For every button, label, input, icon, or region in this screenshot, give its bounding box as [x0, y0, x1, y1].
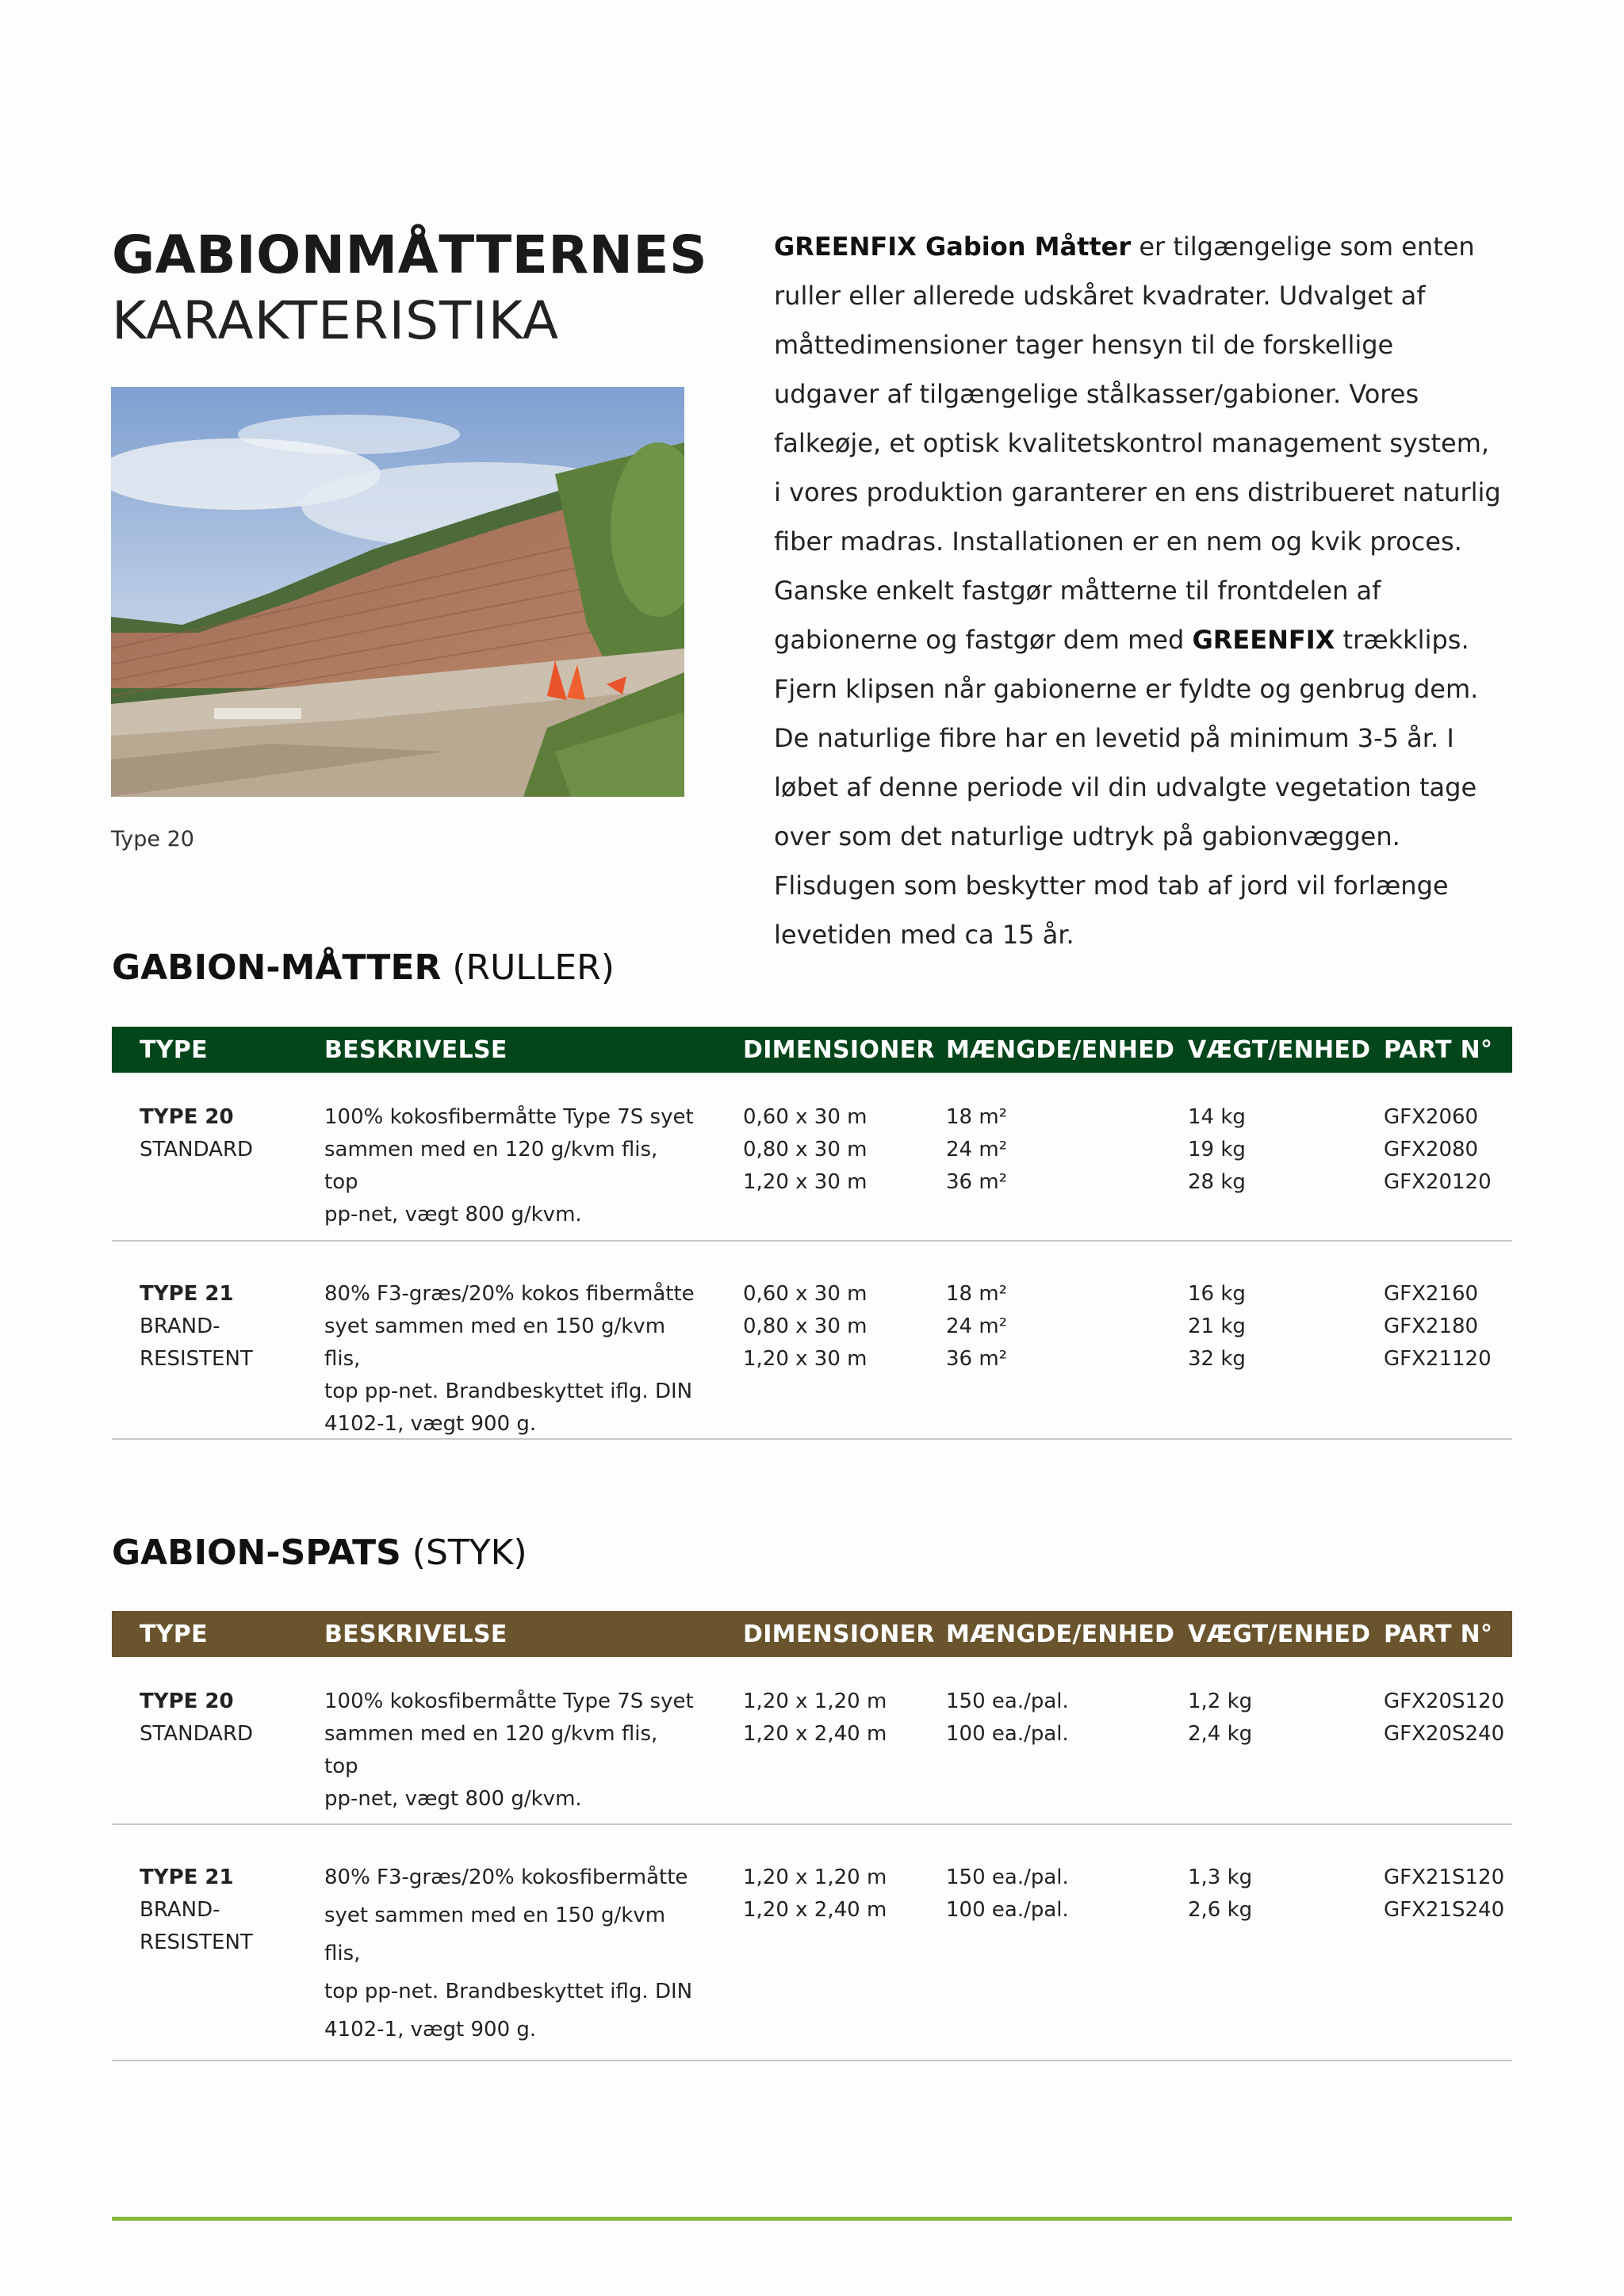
dimension-value: 1,20 x 1,20 m — [743, 1866, 887, 1889]
dimension-value: 1,20 x 1,20 m — [743, 1689, 887, 1713]
header-quantity: MÆNGDE/ENHED — [946, 1035, 1175, 1064]
rolls-table — [112, 1027, 1512, 1440]
part-number: GFX20120 — [1384, 1170, 1492, 1194]
photo-illustration — [111, 387, 684, 797]
desc-line: sammen med en 120 g/kvm flis, top — [324, 1722, 658, 1778]
desc-line: 100% kokosfibermåtte Type 7S syet — [324, 1105, 694, 1129]
dimensions-cell — [743, 1101, 867, 1199]
type-cell — [140, 1101, 253, 1166]
title-bold: GABIONMÅTTERNES — [112, 224, 708, 285]
rolls-table-header — [112, 1027, 1512, 1073]
intro-paragraph — [774, 222, 1503, 959]
desc-line: 80% F3-græs/20% kokosfibermåtte — [324, 1866, 688, 1889]
header-dimensions: DIMENSIONER — [743, 1620, 935, 1648]
quantity-cell — [946, 1278, 1007, 1376]
description-cell — [324, 1858, 697, 2049]
weight-value: 32 kg — [1188, 1347, 1246, 1371]
part-number-cell — [1384, 1278, 1492, 1376]
subtype-label: RESISTENT — [140, 1931, 253, 1954]
description-cell — [324, 1101, 697, 1231]
desc-line: 4102-1, vægt 900 g. — [324, 1412, 537, 1436]
part-number-cell — [1384, 1862, 1504, 1927]
part-number: GFX2180 — [1384, 1314, 1479, 1338]
part-number-cell — [1384, 1686, 1504, 1751]
dimension-value: 1,20 x 30 m — [743, 1170, 868, 1194]
weight-value: 16 kg — [1188, 1282, 1246, 1306]
table-row — [112, 1825, 1512, 2061]
weight-cell — [1188, 1686, 1252, 1751]
weight-cell — [1188, 1278, 1246, 1376]
type-cell — [140, 1278, 253, 1376]
type-label: TYPE 20 — [140, 1105, 234, 1129]
table-row — [112, 1242, 1512, 1440]
quantity-value: 18 m² — [946, 1282, 1008, 1306]
header-weight: VÆGT/ENHED — [1188, 1620, 1371, 1648]
desc-line: top pp-net. Brandbeskyttet iflg. DIN — [324, 1380, 693, 1403]
intro-lead: GREENFIX Gabion Måtter — [774, 232, 1132, 262]
type-label: TYPE 21 — [140, 1282, 234, 1306]
table-row — [112, 1073, 1512, 1242]
dimension-value: 0,80 x 30 m — [743, 1314, 868, 1338]
desc-line: pp-net, vægt 800 g/kvm. — [324, 1787, 582, 1811]
type-cell — [140, 1862, 253, 1959]
quantity-value: 36 m² — [946, 1170, 1008, 1194]
page-title — [112, 224, 707, 352]
header-description: BESKRIVELSE — [324, 1035, 508, 1064]
part-number: GFX21S120 — [1384, 1866, 1505, 1889]
quantity-cell — [946, 1862, 1069, 1927]
weight-value: 28 kg — [1188, 1170, 1246, 1194]
spats-table — [112, 1611, 1512, 2061]
header-description: BESKRIVELSE — [324, 1620, 508, 1648]
weight-value: 2,4 kg — [1188, 1722, 1253, 1746]
weight-value: 19 kg — [1188, 1138, 1246, 1161]
rolls-title-bold: GABION-MÅTTER — [112, 947, 442, 988]
part-number-cell — [1384, 1101, 1492, 1199]
desc-line: 80% F3-græs/20% kokos fibermåtte — [324, 1282, 695, 1306]
dimension-value: 0,60 x 30 m — [743, 1105, 868, 1129]
desc-line: syet sammen med en 150 g/kvm flis, — [324, 1904, 666, 1965]
quantity-value: 18 m² — [946, 1105, 1008, 1129]
part-number: GFX20S120 — [1384, 1689, 1505, 1713]
quantity-value: 100 ea./pal. — [946, 1898, 1069, 1922]
type-label: TYPE 21 — [140, 1866, 234, 1889]
spats-table-header — [112, 1611, 1512, 1657]
intro-text-2: trækklips. Fjern klipsen når gabionerne er fyldte og genbrug dem. De naturlige fibre har en levetid på minimum 3-5 år. I løbet af denne periode vil din udvalgte vegetation tage over som det naturlige udtryk på gabionvæggen. Flisdugen som beskytter mod tab af jord vil forlænge levetiden med ca 15 år. — [774, 625, 1479, 950]
quantity-value: 36 m² — [946, 1347, 1008, 1371]
header-quantity: MÆNGDE/ENHED — [946, 1620, 1175, 1648]
part-number: GFX2060 — [1384, 1105, 1479, 1129]
header-part-no: PART N° — [1384, 1035, 1493, 1064]
weight-value: 2,6 kg — [1188, 1898, 1253, 1922]
weight-cell — [1188, 1862, 1252, 1927]
desc-line: top pp-net. Brandbeskyttet iflg. DIN — [324, 1980, 693, 2003]
rolls-title-light: (RULLER) — [441, 947, 615, 988]
part-number: GFX2160 — [1384, 1282, 1479, 1306]
weight-value: 1,3 kg — [1188, 1866, 1253, 1889]
weight-cell — [1188, 1101, 1246, 1199]
quantity-value: 150 ea./pal. — [946, 1689, 1069, 1713]
dimensions-cell — [743, 1278, 867, 1376]
part-number: GFX2080 — [1384, 1138, 1479, 1161]
spats-title-bold: GABION-SPATS — [112, 1533, 401, 1573]
header-part-no: PART N° — [1384, 1620, 1493, 1648]
subtype-label: BRAND- — [140, 1898, 220, 1922]
rolls-section-title — [112, 947, 615, 988]
type-label: TYPE 20 — [140, 1689, 234, 1713]
subtype-label: STANDARD — [140, 1138, 254, 1161]
dimensions-cell — [743, 1686, 887, 1751]
weight-value: 21 kg — [1188, 1314, 1246, 1338]
header-dimensions: DIMENSIONER — [743, 1035, 935, 1064]
quantity-value: 150 ea./pal. — [946, 1866, 1069, 1889]
desc-line: pp-net, vægt 800 g/kvm. — [324, 1203, 582, 1226]
weight-value: 14 kg — [1188, 1105, 1246, 1129]
dimension-value: 1,20 x 2,40 m — [743, 1898, 887, 1922]
weight-value: 1,2 kg — [1188, 1689, 1253, 1713]
footer-divider — [112, 2217, 1512, 2221]
spats-title-light: (STYK) — [400, 1533, 527, 1573]
intro-brand: GREENFIX — [1192, 625, 1335, 655]
part-number: GFX20S240 — [1384, 1722, 1505, 1746]
type-cell — [140, 1686, 253, 1751]
part-number: GFX21S240 — [1384, 1898, 1505, 1922]
dimensions-cell — [743, 1862, 887, 1927]
header-weight: VÆGT/ENHED — [1188, 1035, 1371, 1064]
part-number: GFX21120 — [1384, 1347, 1492, 1371]
quantity-value: 100 ea./pal. — [946, 1722, 1069, 1746]
description-cell — [324, 1278, 697, 1441]
subtype-label: RESISTENT — [140, 1347, 253, 1371]
title-light: KARAKTERISTIKA — [112, 290, 560, 352]
subtype-label: BRAND- — [140, 1314, 220, 1338]
description-cell — [324, 1686, 697, 1816]
intro-text-1: er tilgængelige som enten ruller eller allerede udskåret kvadrater. Udvalget af måttedimensioner tager hensyn til de forskellige udgaver af tilgængelige stålkasser/gabioner. Vores falkeøje, et optisk kvalitetskontrol management system, i vores produktion garanterer en ens distribueret naturlig fiber madras. Installationen er en nem og kvik proces. Ganske enkelt fastgør måtterne til frontdelen af gabionerne og fastgør dem med — [774, 232, 1501, 655]
table-row — [112, 1657, 1512, 1825]
dimension-value: 1,20 x 30 m — [743, 1347, 868, 1371]
dimension-value: 0,80 x 30 m — [743, 1138, 868, 1161]
photo-caption: Type 20 — [111, 827, 194, 851]
header-type: TYPE — [140, 1035, 208, 1064]
desc-line: sammen med en 120 g/kvm flis, top — [324, 1138, 658, 1194]
quantity-value: 24 m² — [946, 1314, 1008, 1338]
subtype-label: STANDARD — [140, 1722, 254, 1746]
header-type: TYPE — [140, 1620, 208, 1648]
desc-line: 100% kokosfibermåtte Type 7S syet — [324, 1689, 694, 1713]
quantity-cell — [946, 1101, 1007, 1199]
desc-line: syet sammen med en 150 g/kvm flis, — [324, 1314, 666, 1371]
desc-line: 4102-1, vægt 900 g. — [324, 2018, 537, 2042]
quantity-value: 24 m² — [946, 1138, 1008, 1161]
gabion-photo — [111, 387, 684, 797]
dimension-value: 0,60 x 30 m — [743, 1282, 868, 1306]
dimension-value: 1,20 x 2,40 m — [743, 1722, 887, 1746]
spats-section-title — [112, 1533, 527, 1573]
quantity-cell — [946, 1686, 1069, 1751]
